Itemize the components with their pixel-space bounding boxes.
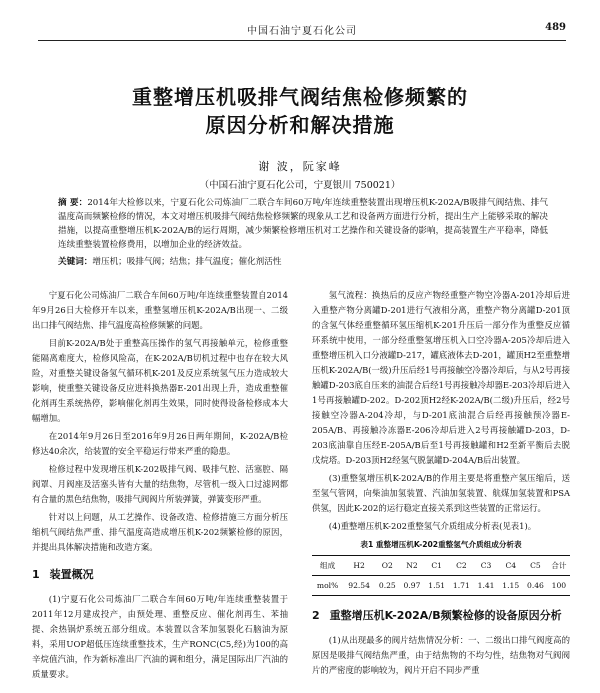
keywords-text: 增压机；吸排气阀；结焦；排气温度；催化剂活性 [92,257,282,267]
running-header [38,22,566,38]
abstract-label: 摘 要： [58,198,88,208]
table-header-cell: N2 [400,556,425,576]
paragraph: 检修过程中发现增压机K-202吸排气阀、吸排气腔、活塞腔、隔阀罩、月阀座及活塞头皆有大量的结焦物，尽管机一级入口过滤网都有合量的黑色结焦物，吸排气阀阀片所装弹簧，弹簧变形严重。 [32,464,288,504]
table-caption: 表1 重整增压机K-202重整氢气介质组成分析表 [360,540,522,549]
table-cell: 100 [548,576,570,596]
paragraph: (3)重整氢增压机K-202A/B的作用主要是将重整产氢压缩后，送至氢气管网，向柴油加氢装置、汽油加氢装置、航煤加氢装置和PSA供氢，因此K-202的运行稳定直接关系到这些装置的正常运行。 [312,473,570,513]
table-cell: 0.46 [523,576,548,596]
section-number: 1 [32,568,40,581]
section-heading-2 [312,608,570,623]
paragraph: (1)从出现最多的阀片结焦情况分析：一、二级出口排气阀度高的原因是吸排气阀结焦严重，由于结焦物的不均匀性，结焦物对气阀阀片的严密度的影响较为，阀片开启不同步严重 [312,635,570,675]
composition-table [312,555,570,596]
section-title: 装置概况 [49,568,94,581]
table-header-cell: C5 [523,556,548,576]
table-header-cell: C3 [474,556,499,576]
page-number: 489 [545,22,566,33]
table-cell: mol% [312,576,343,596]
left-column [32,288,288,685]
table-header-cell: 合计 [548,556,570,576]
paragraph: 针对以上问题，从工艺操作、设备改造、检修措施三方面分析压缩机气阀结焦严重、排气温度高造成增压机K-202频繁检修的原因，并提出具体解决措施和改造方案。 [32,512,288,552]
affiliation-line: （中国石油宁夏石化公司，宁夏银川 750021） [199,180,401,191]
paragraph: 宁夏石化公司炼油厂二联合车间60万吨/年连续重整装置自2014年9月26日大检修开车以来，重整氢增压机K-202A/B出现一、二级出口排气阀结焦、排气温度高检修频繁的问题。 [32,290,288,330]
paragraph: (1)宁夏石化公司炼油厂二联合车间60万吨/年连续重整装置于2011年12月建成投产，由预处理、重整反应、催化剂再生、苯抽提、余热锅炉系统五部分组成。本装置以含苯加氢裂化石脑油为原料，采用UOP超低压连续重整技术，生产RONC(C5,经)为100的高辛烷值汽油，作为新标准出厂汽油的调和组分，满足国际出厂汽油的质量要求。 [32,594,288,679]
table-row [312,576,570,596]
table-header-cell: C1 [424,556,449,576]
paragraph: 目前K-202A/B处于重整高压操作的氢气再接触单元，检修重整能隔离难度大，检修风险高，在K-202A/B切机过程中也存在较大风险，对重整关键设备氢气循环机K-201及反应系统氢气压力造成较大影响，使重整关键设备反应进料换热器E-201出现上升，造成重整催化剂再生系统热停，影响催化剂再生效果，同时使得设备检修成本大幅增加。 [32,338,288,423]
table-cell: 1.15 [498,576,523,596]
abstract [58,196,548,252]
table-cell: 0.25 [375,576,400,596]
section-number: 2 [312,609,320,622]
table-cell: 92.54 [343,576,375,596]
table-header-cell: O2 [375,556,400,576]
keywords-label: 关键词： [58,257,93,267]
header-divider [38,40,566,41]
paragraph: 在2014年9月26日至2016年9月26日两年期间，K-202A/B检修达40余次，给装置的安全平稳运行带来严重的隐患。 [32,431,288,456]
abstract-text: 2014年大检修以来，宁夏石化公司炼油厂二联合车间60万吨/年连续重整装置出现增压机K-202A/B吸排气阀结焦、排气温度高而频繁检修的情况，本文对增压机吸排气阀结焦检修频繁的现象从工艺和设备两方面进行分析，提出生产上能够采取的解决措施，以提高重整增压机K-202A/B的运行周期，减少频繁检修增压机对工艺操作和关键设备的影响，提高装置生产平稳率，降低连续重整装置检修费用，以增加企业的经济效益。 [58,198,548,250]
table-header-cell: 组成 [312,556,343,576]
section-title: 重整增压机K-202A/B频繁检修的设备原因分析 [329,609,562,622]
table-cell: 1.71 [449,576,474,596]
table-header-cell: H2 [343,556,375,576]
table-header-row [312,556,570,576]
right-column [312,288,570,681]
table-header-cell: C2 [449,556,474,576]
paragraph: 氢气流程：换热后的反应产物经重整产物空冷器A-201冷却后进入重整产物分离罐D-201进行气液相分离，重整产物分离罐D-201顶的含氢气体经重整循环氢压缩机K-201升压后一部分作为重整反应循环系统中使用，一部分经重整氢增压机入口空冷器A-205冷却后进入重整增压机入口分液罐D-217，罐底液体去D-201，罐顶H2至重整增压机K-202A/B(一级)升压后经1号再接触空冷器冷却后，与从2号再接触罐D-203底自压来的油混合后经1号再接触冷却器E-203冷却后进入1号再接触罐D-202。D-202顶H2经K-202A/B(二级)升压后，经2号接触空冷器A-204冷却，与D-201底油混合后经再接触预冷器E-205A/B、再接触冷冻器E-206冷却后进入2号再接触罐D-203，D-203底油靠自压经E-205A/B后至1号再接触罐和H2至新平衡后去脱戊烷塔。D-203顶H2经氢气脱氯罐D-204A/B后出装置。 [312,290,570,465]
table-cell: 1.51 [424,576,449,596]
paragraph: (4)重整增压机K-202重整氢气介质组成分析表(见表1)。 [328,521,537,531]
journal-name: 中国石油宁夏石化公司 [247,26,357,37]
section-heading-1 [32,567,288,582]
article-title-line2: 原因分析和解决措施 [205,113,395,137]
keywords [58,255,548,269]
table-header-cell: C4 [498,556,523,576]
author-line: 谢 波，阮家峰 [258,160,342,173]
table-cell: 0.97 [400,576,425,596]
table-cell: 1.41 [474,576,499,596]
article-title-line1: 重整增压机吸排气阀结焦检修频繁的 [132,85,468,109]
